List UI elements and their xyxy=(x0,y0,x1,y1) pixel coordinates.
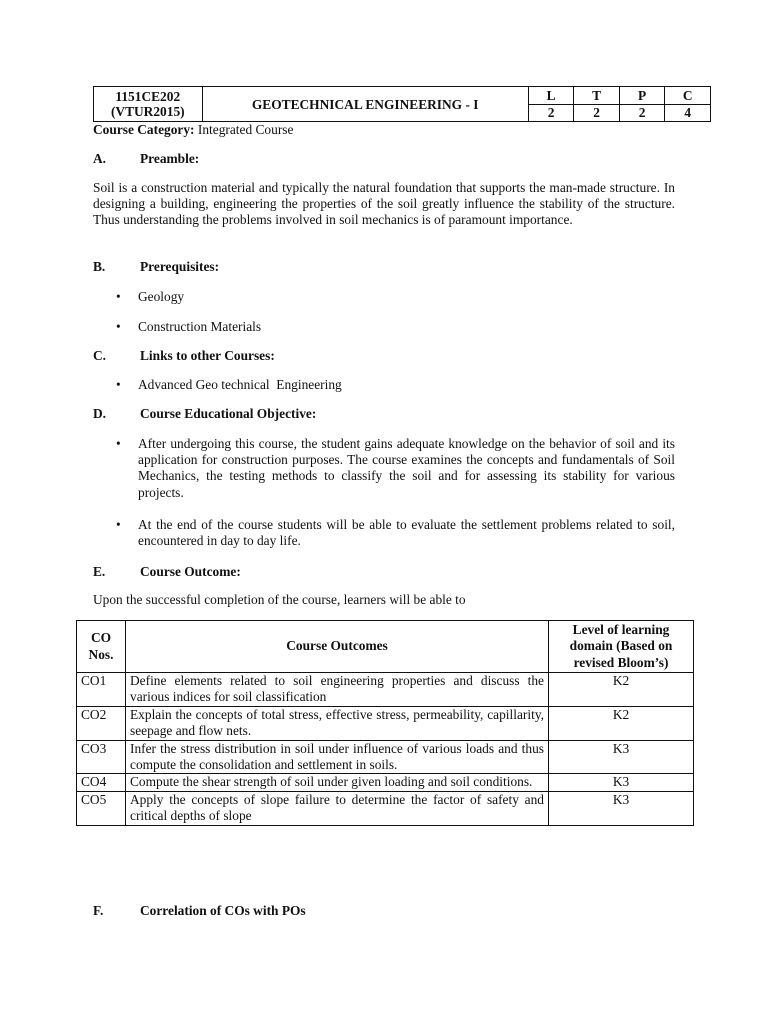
co-level: K3 xyxy=(549,774,694,791)
section-letter: D. xyxy=(93,406,107,421)
ltpc-value-t: 2 xyxy=(574,104,620,122)
co-outcome: Apply the concepts of slope failure to determine the factor of safety and critical depths of slope xyxy=(126,791,549,825)
objective-item-2: At the end of the course students will be able to evaluate the settlement problems related to soil, encountered in day to day life. xyxy=(138,517,675,549)
course-category-label: Course Category: xyxy=(93,122,195,137)
co-outcome: Compute the shear strength of soil under given loading and soil conditions. xyxy=(126,774,549,791)
list-item-text: Construction Materials xyxy=(138,319,262,334)
objective-item-1: After undergoing this course, the student gains adequate knowledge on the behavior of soil and its application for construction purposes. The course examines the concepts and fundamentals of Soil Mechanics, the testing methods to classify the soil and for assessing its stability for various projects. xyxy=(138,436,675,500)
section-letter: C. xyxy=(93,348,107,363)
bullet-icon: • xyxy=(116,377,121,392)
section-letter: F. xyxy=(93,903,104,918)
co-outcome: Define elements related to soil engineering properties and discuss the various indices for soil classification xyxy=(126,673,549,707)
table-row xyxy=(77,740,694,774)
co-number: CO5 xyxy=(77,791,126,825)
ltpc-value-p: 2 xyxy=(619,104,665,122)
co-level: K3 xyxy=(549,791,694,825)
header-text: Level of learning xyxy=(572,621,670,637)
ltpc-value-c: 4 xyxy=(665,104,711,122)
ltpc-value-l: 2 xyxy=(528,104,574,122)
course-regulation: (VTUR2015) xyxy=(110,104,185,119)
bullet-icon: • xyxy=(116,319,121,334)
section-c-heading xyxy=(93,348,275,364)
section-a-heading xyxy=(93,151,199,167)
ltpc-label-p: P xyxy=(619,87,665,105)
table-row xyxy=(77,791,694,825)
list-item xyxy=(116,319,261,335)
section-e-heading xyxy=(93,564,241,580)
course-title: GEOTECHNICAL ENGINEERING - I xyxy=(202,87,528,122)
list-item xyxy=(116,289,184,305)
course-code: 1151CE202 xyxy=(115,89,181,104)
co-level: K2 xyxy=(549,673,694,707)
header-text: CO xyxy=(90,630,112,646)
section-title: Course Outcome: xyxy=(140,564,241,579)
outcome-intro: Upon the successful completion of the course, learners will be able to xyxy=(93,592,466,607)
bullet-icon: • xyxy=(116,436,121,451)
section-b-heading xyxy=(93,259,219,275)
section-f-heading xyxy=(93,903,306,919)
section-title: Preamble: xyxy=(140,151,200,166)
co-outcome: Infer the stress distribution in soil under influence of various loads and thus compute the consolidation and settlement in soils. xyxy=(126,740,549,774)
section-title: Correlation of COs with POs xyxy=(140,903,306,918)
table-row xyxy=(77,706,694,740)
course-outcomes-table xyxy=(76,620,694,826)
co-level: K3 xyxy=(549,740,694,774)
list-item-text: Geology xyxy=(138,289,185,304)
preamble-text: Soil is a construction material and typically the natural foundation that supports the man-made structure. In designing a building, engineering the properties of the soil greatly influence the stability of the structure. Thus understanding the problems involved in soil mechanics is of paramount importance. xyxy=(93,180,675,228)
list-item-text: Advanced Geo technical Engineering xyxy=(138,377,342,392)
course-header-table xyxy=(93,86,711,122)
header-text: Nos. xyxy=(88,646,114,662)
course-category xyxy=(93,122,293,138)
section-letter: E. xyxy=(93,564,106,579)
co-number: CO1 xyxy=(77,673,126,707)
section-title: Links to other Courses: xyxy=(140,348,275,363)
table-row xyxy=(77,774,694,791)
co-number: CO2 xyxy=(77,706,126,740)
header-course-outcomes: Course Outcomes xyxy=(126,621,549,673)
course-category-value: Integrated Course xyxy=(197,122,294,137)
header-level xyxy=(549,621,694,673)
co-number: CO4 xyxy=(77,774,126,791)
co-outcome: Explain the concepts of total stress, effective stress, permeability, capillarity, seepage and flow nets. xyxy=(126,706,549,740)
header-text: domain (Based on xyxy=(569,638,673,654)
ltpc-label-t: T xyxy=(574,87,620,105)
header-co-nos xyxy=(77,621,126,673)
list-item xyxy=(116,377,342,393)
ltpc-label-c: C xyxy=(665,87,711,105)
bullet-icon: • xyxy=(116,517,121,532)
section-letter: A. xyxy=(93,151,107,166)
bullet-icon: • xyxy=(116,289,121,304)
section-letter: B. xyxy=(93,259,106,274)
co-level: K2 xyxy=(549,706,694,740)
ltpc-label-l: L xyxy=(528,87,574,105)
co-number: CO3 xyxy=(77,740,126,774)
section-title: Prerequisites: xyxy=(140,259,220,274)
table-row xyxy=(77,673,694,707)
header-text: revised Bloom’s) xyxy=(573,654,669,670)
section-title: Course Educational Objective: xyxy=(140,406,317,421)
course-code-cell xyxy=(94,87,203,122)
section-d-heading xyxy=(93,406,316,422)
